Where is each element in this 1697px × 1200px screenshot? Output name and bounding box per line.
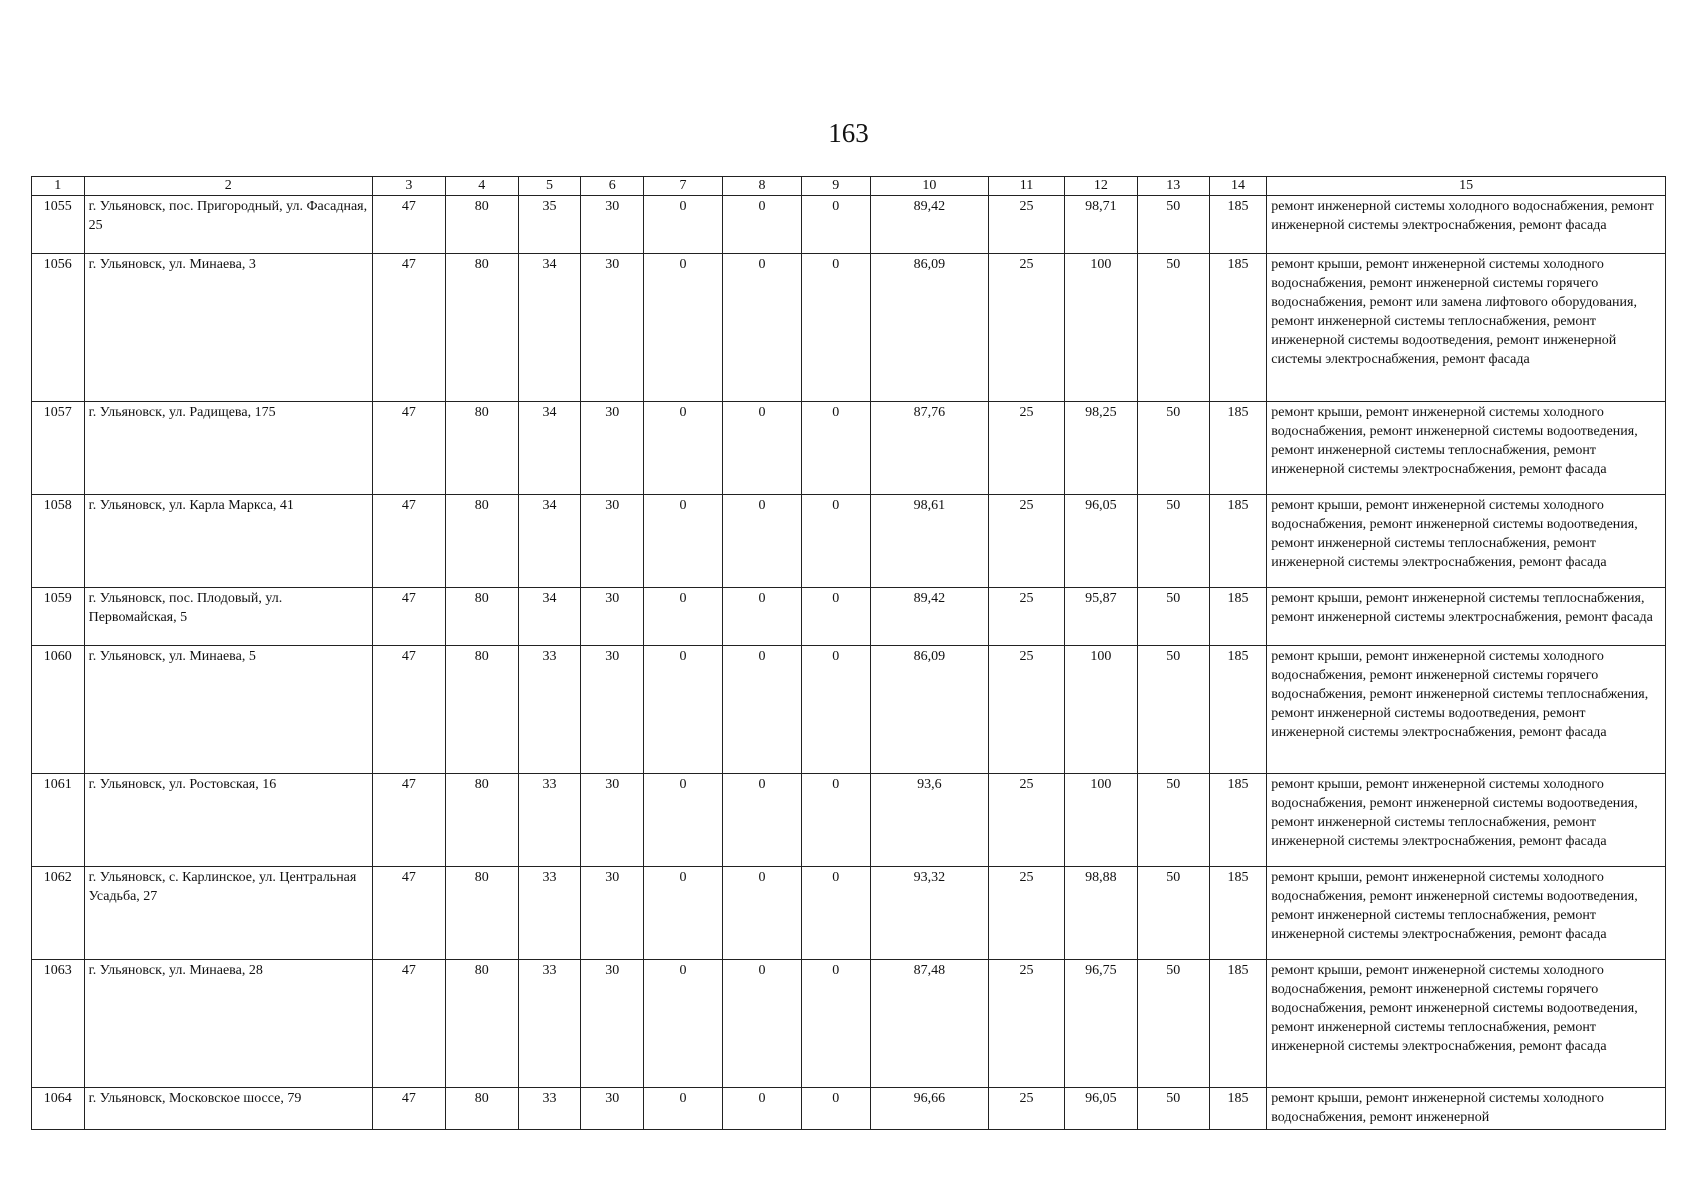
row-number: 1055 [32,196,85,254]
value-cell: 47 [372,960,445,1088]
value-cell: 50 [1137,196,1209,254]
value-cell: 0 [644,402,723,495]
value-cell: 0 [801,402,870,495]
value-cell: 0 [722,774,801,867]
value-cell: 25 [989,774,1065,867]
value-cell: 0 [801,1088,870,1130]
works-cell: ремонт крыши, ремонт инженерной системы теплоснабжения, ремонт инженерной системы электроснабжения, ремонт фасада [1267,588,1666,646]
value-cell: 30 [581,402,644,495]
address-cell: г. Ульяновск, с. Карлинское, ул. Центральная Усадьба, 27 [84,867,372,960]
value-cell: 185 [1209,196,1267,254]
value-cell: 50 [1137,402,1209,495]
value-cell: 185 [1209,867,1267,960]
value-cell: 47 [372,867,445,960]
value-cell: 0 [722,646,801,774]
value-cell: 185 [1209,254,1267,402]
row-number: 1059 [32,588,85,646]
works-cell: ремонт крыши, ремонт инженерной системы холодного водоснабжения, ремонт инженерной системы водоотведения, ремонт инженерной системы теплоснабжения, ремонт инженерной системы электроснабжения, ремонт фасада [1267,867,1666,960]
value-cell: 98,61 [870,495,988,588]
value-cell: 98,71 [1064,196,1137,254]
value-cell: 80 [445,588,518,646]
value-cell: 98,25 [1064,402,1137,495]
value-cell: 0 [722,254,801,402]
works-cell: ремонт инженерной системы холодного водоснабжения, ремонт инженерной системы электроснабжения, ремонт фасада [1267,196,1666,254]
value-cell: 185 [1209,495,1267,588]
value-cell: 30 [581,774,644,867]
value-cell: 0 [644,495,723,588]
value-cell: 0 [644,1088,723,1130]
column-header: 14 [1209,177,1267,196]
value-cell: 80 [445,402,518,495]
column-header: 1 [32,177,85,196]
header-row [32,177,1666,196]
value-cell: 50 [1137,254,1209,402]
value-cell: 34 [518,588,581,646]
value-cell: 185 [1209,774,1267,867]
value-cell: 25 [989,495,1065,588]
value-cell: 25 [989,254,1065,402]
value-cell: 47 [372,495,445,588]
address-cell: г. Ульяновск, ул. Радищева, 175 [84,402,372,495]
value-cell: 80 [445,774,518,867]
value-cell: 0 [801,646,870,774]
value-cell: 30 [581,646,644,774]
row-number: 1064 [32,1088,85,1130]
value-cell: 47 [372,774,445,867]
page-number: 163 [828,118,869,148]
value-cell: 185 [1209,588,1267,646]
value-cell: 30 [581,196,644,254]
value-cell: 80 [445,254,518,402]
value-cell: 0 [722,1088,801,1130]
column-header: 13 [1137,177,1209,196]
value-cell: 89,42 [870,588,988,646]
value-cell: 95,87 [1064,588,1137,646]
works-cell: ремонт крыши, ремонт инженерной системы холодного водоснабжения, ремонт инженерной системы водоотведения, ремонт инженерной системы теплоснабжения, ремонт инженерной системы электроснабжения, ремонт фасада [1267,774,1666,867]
column-header: 5 [518,177,581,196]
value-cell: 86,09 [870,254,988,402]
value-cell: 0 [722,196,801,254]
value-cell: 50 [1137,646,1209,774]
value-cell: 80 [445,196,518,254]
address-cell: г. Ульяновск, ул. Минаева, 28 [84,960,372,1088]
value-cell: 96,05 [1064,1088,1137,1130]
value-cell: 33 [518,960,581,1088]
value-cell: 80 [445,867,518,960]
column-header: 11 [989,177,1065,196]
value-cell: 33 [518,774,581,867]
value-cell: 96,05 [1064,495,1137,588]
value-cell: 50 [1137,1088,1209,1130]
column-header: 9 [801,177,870,196]
value-cell: 0 [801,867,870,960]
value-cell: 0 [801,774,870,867]
value-cell: 0 [644,867,723,960]
value-cell: 50 [1137,588,1209,646]
value-cell: 30 [581,588,644,646]
value-cell: 47 [372,254,445,402]
table-row [32,196,1666,254]
column-header: 15 [1267,177,1666,196]
value-cell: 50 [1137,774,1209,867]
table-row [32,867,1666,960]
value-cell: 0 [801,196,870,254]
works-cell: ремонт крыши, ремонт инженерной системы холодного водоснабжения, ремонт инженерной системы горячего водоснабжения, ремонт или замена лифтового оборудования, ремонт инженерной системы теплоснабжения, ремонт инженерной системы водоотведения, ремонт инженерной системы электроснабжения, ремонт фасада [1267,254,1666,402]
value-cell: 0 [722,960,801,1088]
value-cell: 50 [1137,495,1209,588]
table-row [32,254,1666,402]
value-cell: 185 [1209,1088,1267,1130]
value-cell: 89,42 [870,196,988,254]
address-cell: г. Ульяновск, ул. Ростовская, 16 [84,774,372,867]
value-cell: 0 [801,960,870,1088]
value-cell: 80 [445,495,518,588]
value-cell: 87,48 [870,960,988,1088]
value-cell: 0 [722,495,801,588]
table-row [32,402,1666,495]
value-cell: 47 [372,588,445,646]
value-cell: 25 [989,1088,1065,1130]
row-number: 1060 [32,646,85,774]
value-cell: 100 [1064,774,1137,867]
table-row [32,646,1666,774]
value-cell: 0 [801,495,870,588]
value-cell: 34 [518,402,581,495]
value-cell: 87,76 [870,402,988,495]
value-cell: 0 [722,402,801,495]
value-cell: 96,75 [1064,960,1137,1088]
value-cell: 0 [801,588,870,646]
value-cell: 25 [989,402,1065,495]
value-cell: 0 [644,588,723,646]
table-row [32,960,1666,1088]
value-cell: 100 [1064,254,1137,402]
value-cell: 25 [989,646,1065,774]
value-cell: 98,88 [1064,867,1137,960]
value-cell: 0 [722,588,801,646]
value-cell: 47 [372,196,445,254]
column-header: 8 [722,177,801,196]
value-cell: 185 [1209,646,1267,774]
column-header: 10 [870,177,988,196]
value-cell: 80 [445,1088,518,1130]
value-cell: 93,32 [870,867,988,960]
address-cell: г. Ульяновск, пос. Плодовый, ул. Первомайская, 5 [84,588,372,646]
address-cell: г. Ульяновск, ул. Минаева, 3 [84,254,372,402]
address-cell: г. Ульяновск, пос. Пригородный, ул. Фасадная, 25 [84,196,372,254]
row-number: 1056 [32,254,85,402]
value-cell: 185 [1209,960,1267,1088]
value-cell: 0 [722,867,801,960]
column-header: 7 [644,177,723,196]
value-cell: 25 [989,196,1065,254]
value-cell: 0 [644,254,723,402]
works-cell: ремонт крыши, ремонт инженерной системы холодного водоснабжения, ремонт инженерной системы водоотведения, ремонт инженерной системы теплоснабжения, ремонт инженерной системы электроснабжения, ремонт фасада [1267,495,1666,588]
row-number: 1058 [32,495,85,588]
row-number: 1062 [32,867,85,960]
address-cell: г. Ульяновск, Московское шоссе, 79 [84,1088,372,1130]
value-cell: 47 [372,646,445,774]
value-cell: 30 [581,960,644,1088]
value-cell: 93,6 [870,774,988,867]
works-cell: ремонт крыши, ремонт инженерной системы холодного водоснабжения, ремонт инженерной системы горячего водоснабжения, ремонт инженерной системы водоотведения, ремонт инженерной системы теплоснабжения, ремонт инженерной системы электроснабжения, ремонт фасада [1267,960,1666,1088]
column-header: 2 [84,177,372,196]
works-cell: ремонт крыши, ремонт инженерной системы холодного водоснабжения, ремонт инженерной системы водоотведения, ремонт инженерной системы теплоснабжения, ремонт инженерной системы электроснабжения, ремонт фасада [1267,402,1666,495]
value-cell: 0 [644,960,723,1088]
value-cell: 50 [1137,960,1209,1088]
table-row [32,588,1666,646]
value-cell: 47 [372,1088,445,1130]
value-cell: 86,09 [870,646,988,774]
value-cell: 25 [989,867,1065,960]
value-cell: 80 [445,960,518,1088]
value-cell: 0 [801,254,870,402]
column-header: 12 [1064,177,1137,196]
column-header: 4 [445,177,518,196]
works-cell: ремонт крыши, ремонт инженерной системы холодного водоснабжения, ремонт инженерной системы горячего водоснабжения, ремонт инженерной системы теплоснабжения, ремонт инженерной системы водоотведения, ремонт инженерной системы электроснабжения, ремонт фасада [1267,646,1666,774]
value-cell: 185 [1209,402,1267,495]
registry-table [31,176,1666,1130]
value-cell: 0 [644,196,723,254]
value-cell: 80 [445,646,518,774]
value-cell: 50 [1137,867,1209,960]
table-row [32,1088,1666,1130]
column-header: 3 [372,177,445,196]
value-cell: 35 [518,196,581,254]
row-number: 1063 [32,960,85,1088]
value-cell: 33 [518,867,581,960]
value-cell: 34 [518,254,581,402]
value-cell: 30 [581,1088,644,1130]
value-cell: 34 [518,495,581,588]
value-cell: 33 [518,646,581,774]
value-cell: 0 [644,646,723,774]
value-cell: 33 [518,1088,581,1130]
table-row [32,774,1666,867]
column-header: 6 [581,177,644,196]
value-cell: 25 [989,960,1065,1088]
value-cell: 30 [581,867,644,960]
value-cell: 96,66 [870,1088,988,1130]
address-cell: г. Ульяновск, ул. Карла Маркса, 41 [84,495,372,588]
row-number: 1061 [32,774,85,867]
value-cell: 25 [989,588,1065,646]
row-number: 1057 [32,402,85,495]
value-cell: 30 [581,495,644,588]
works-cell: ремонт крыши, ремонт инженерной системы холодного водоснабжения, ремонт инженерной [1267,1088,1666,1130]
address-cell: г. Ульяновск, ул. Минаева, 5 [84,646,372,774]
value-cell: 0 [644,774,723,867]
value-cell: 30 [581,254,644,402]
value-cell: 100 [1064,646,1137,774]
table-row [32,495,1666,588]
value-cell: 47 [372,402,445,495]
